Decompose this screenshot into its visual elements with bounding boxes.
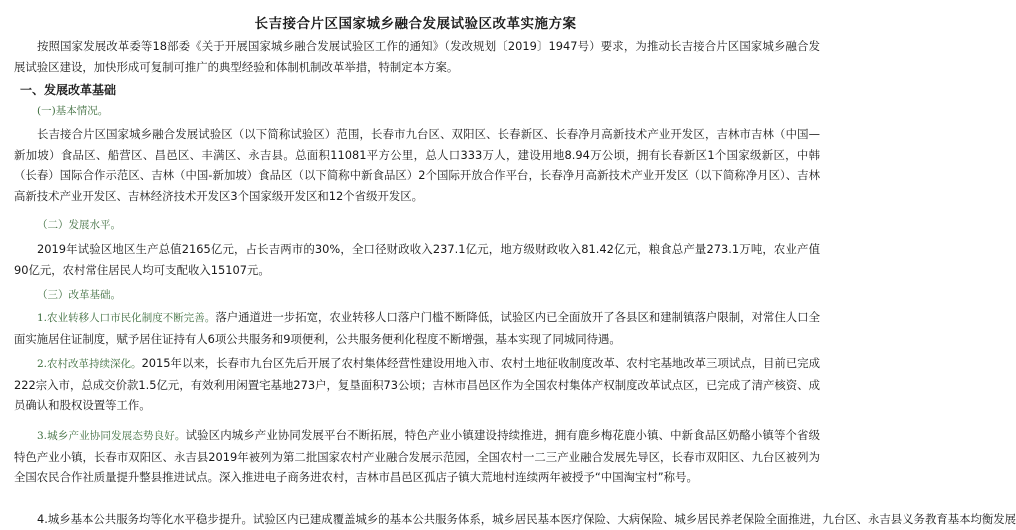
intro-paragraph: 按照国家发展改革委等18部委《关于开展国家城乡融合发展试验区工作的通知》（发改规划〔2019〕1947号）要求，为推动长吉接合片区国家城乡融合发展试验区建设，加快形成可复制可推广的典型经验和体制机制改革举措，特制定本方案。 (14, 39, 820, 74)
subheading-development-level: （二）发展水平。 (37, 219, 121, 231)
reform-item-1 (14, 307, 820, 349)
reform-item-2 (14, 353, 820, 416)
reform-item-1-text: 落户通道进一步拓宽，农业转移人口落户门槛不断降低，试验区内已全面放开了各县区和建制镇落户限制，对常住人口全面实施居住证制度，赋予居住证持有人6项公共服务和9项便利，公共服务便利化程度不断增强，基本实现了同城同待遇。 (14, 310, 820, 346)
reform-item-2-lead: 2.农村改革持续深化。 (37, 358, 142, 370)
section-heading-basis: 一、发展改革基础 (20, 83, 117, 97)
subheading-reform-basis: （三）改革基础。 (37, 289, 121, 301)
cutoff-line: 4.城乡基本公共服务均等化水平稳步提升。试验区内已建成覆盖城乡的基本公共服务体系，城乡居民基本医疗保险、大病保险、城乡居民养老保险全面推进，九台区、永吉县义务教育基本均衡发展 (37, 512, 1016, 526)
reform-item-1-lead: 1.农业转移人口市民化制度不断完善。 (37, 312, 216, 324)
development-level-paragraph: 2019年试验区地区生产总值2165亿元，占长吉两市的30%，全口径财政收入237.1亿元，地方级财政收入81.42亿元，粮食总产量273.1万吨，农业产值90亿元，农村常住居民人均可支配收入15107元。 (14, 242, 820, 277)
document-title: 长吉接合片区国家城乡融合发展试验区改革实施方案 (254, 16, 577, 32)
reform-item-3-text: 试验区内城乡产业协同发展平台不断拓展，特色产业小镇建设持续推进，拥有鹿乡梅花鹿小镇、中新食品区奶酪小镇等个省级特色产业小镇，长春市双阳区、永吉县2019年被列为第二批国家农村产业融合发展示范园，全国农村一二三产业融合发展先导区，长春市双阳区、九台区被列为全国农民合作社质量提升整县推进试点。深入推进电子商务进农村，吉林市昌邑区孤店子镇大荒地村连续两年被授予“中国淘宝村”称号。 (14, 428, 820, 485)
reform-item-2-text: 2015年以来，长春市九台区先后开展了农村集体经营性建设用地入市、农村土地征收制度改革、农村宅基地改革三项试点，目前已完成222宗入市，总成交价款1.5亿元，有效利用闲置宅基地273户，复垦面积73公顷；吉林市昌邑区作为全国农村集体产权制度改革试点区，已完成了清产核资、成员确认和股权设置等工作。 (14, 356, 820, 413)
reform-item-3 (14, 425, 820, 488)
reform-item-3-lead: 3.城乡产业协同发展态势良好。 (37, 430, 186, 442)
basic-situation-paragraph: 长吉接合片区国家城乡融合发展试验区（以下简称试验区）范围，长春市九台区、双阳区、长春新区、长春净月高新技术产业开发区，吉林市吉林（中国—新加坡）食品区、船营区、昌邑区、丰满区、永吉县。总面积11081平方公里，总人口333万人，建设用地8.94万公顷，拥有长春新区1个国家级新区，中韩（长春）国际合作示范区、吉林（中国-新加坡）食品区（以下简称中新食品区）2个国际开放合作平台，长春净月高新技术产业开发区（以下简称净月区）、吉林高新技术产业开发区、吉林经济技术开发区3个国家级开发区和12个省级开发区。 (14, 127, 820, 203)
subheading-basic-situation: (一)基本情况。 (37, 105, 109, 117)
